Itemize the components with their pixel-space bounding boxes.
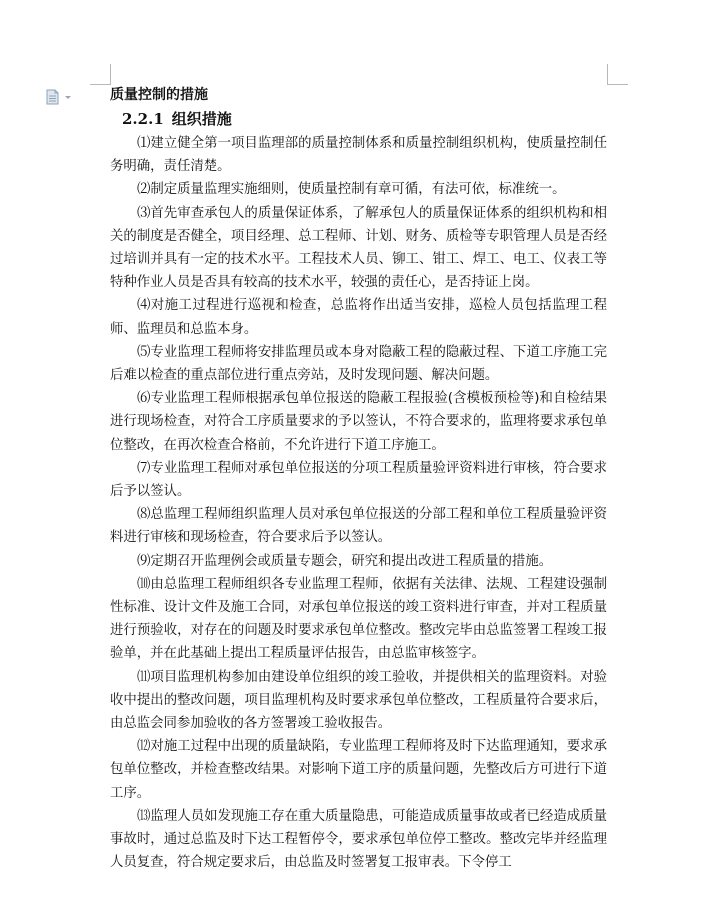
paragraph-3: ⑶首先审查承包人的质量保证体系，了解承包人的质量保证体系的组织机构和相关的制度是否健全，项目经理、总工程师、计划、财务、质检等专职管理人员是否经过培训并具有一定的技术水平。工程技术人员、铆工、钳工、焊工、电工、仪表工等特种作业人员是否具有较高的技术水平，较强的责任心，是否持证上岗。 <box>110 205 607 291</box>
paragraph-2: ⑵制定质量监理实施细则，使质量控制有章可循，有法可依，标准统一。 <box>137 182 566 198</box>
subsection-heading <box>122 106 607 132</box>
paragraph-9: ⑼定期召开监理例会或质量专题会，研究和提出改进工程质量的措施。 <box>137 553 553 569</box>
paragraph-1: ⑴建立健全第一项目监理部的质量控制体系和质量控制组织机构，使质量控制任务明确，责任清楚。 <box>110 136 607 175</box>
subsection-title: 组织措施 <box>171 110 232 128</box>
document-page-body <box>110 84 607 875</box>
paragraph-12: ⑿对施工过程中出现的质量缺陷，专业监理工程师将及时下达监理通知，要求承包单位整改，并检查整改结果。对影响下道工序的质量问题，先整改后方可进行下道工序。 <box>110 739 607 801</box>
chevron-down-icon <box>65 96 71 99</box>
paragraph-4: ⑷对施工过程进行巡视和检查，总监将作出适当安排，巡检人员包括监理工程师、监理员和总监本身。 <box>110 298 607 337</box>
navigation-pane-toggle[interactable] <box>46 89 74 105</box>
page-corner-mark-top-left <box>90 64 111 85</box>
paragraph-5: ⑸专业监理工程师将安排监理员或本身对隐蔽工程的隐蔽过程、下道工序施工完后难以检查的重点部位进行重点旁站，及时发现问题、解决问题。 <box>110 344 607 384</box>
subsection-number: 2.2.1 <box>122 110 164 128</box>
section-heading: 质量控制的措施 <box>110 87 208 103</box>
paragraph-13: ⒀监理人员如发现施工存在重大质量隐患，可能造成质量事故或者已经造成质量事故时，通过总监及时下达工程暂停令，要求承包单位停工整改。整改完毕并经监理人员复查，符合规定要求后，由总监及时签署复工报审表。下令停工 <box>110 808 607 871</box>
paragraph-10: ⑽由总监理工程师组织各专业监理工程师，依据有关法律、法规、工程建设强制性标准、设计文件及施工合同，对承包单位报送的竣工资料进行审查，并对工程质量进行预验收，对存在的问题及时要求承包单位整改。整改完毕由总监签署工程竣工报验单，并在此基础上提出工程质量评估报告，由总监审核签字。 <box>110 576 607 662</box>
document-icon <box>46 89 74 105</box>
paragraph-7: ⑺专业监理工程师对承包单位报送的分项工程质量验评资料进行审核，符合要求后予以签认。 <box>110 460 607 500</box>
paragraph-11: ⑾项目监理机构参加由建设单位组织的竣工验收，并提供相关的监理资料。对验收中提出的整改问题，项目监理机构及时要求承包单位整改，工程质量符合要求后，由总监会同参加验收的各方签署竣工验收报告。 <box>110 669 607 732</box>
page-corner-mark-top-right <box>607 64 628 85</box>
paragraph-8: ⑻总监理工程师组织监理人员对承包单位报送的分部工程和单位工程质量验评资料进行审核和现场检查，符合要求后予以签认。 <box>110 507 607 546</box>
paragraph-6: ⑹专业监理工程师根据承包单位报送的隐蔽工程报验(含模板预检等)和自检结果进行现场检查，对符合工序质量要求的予以签认，不符合要求的，监理将要求承包单位整改，在再次检查合格前，不允许进行下道工序施工。 <box>110 391 607 453</box>
